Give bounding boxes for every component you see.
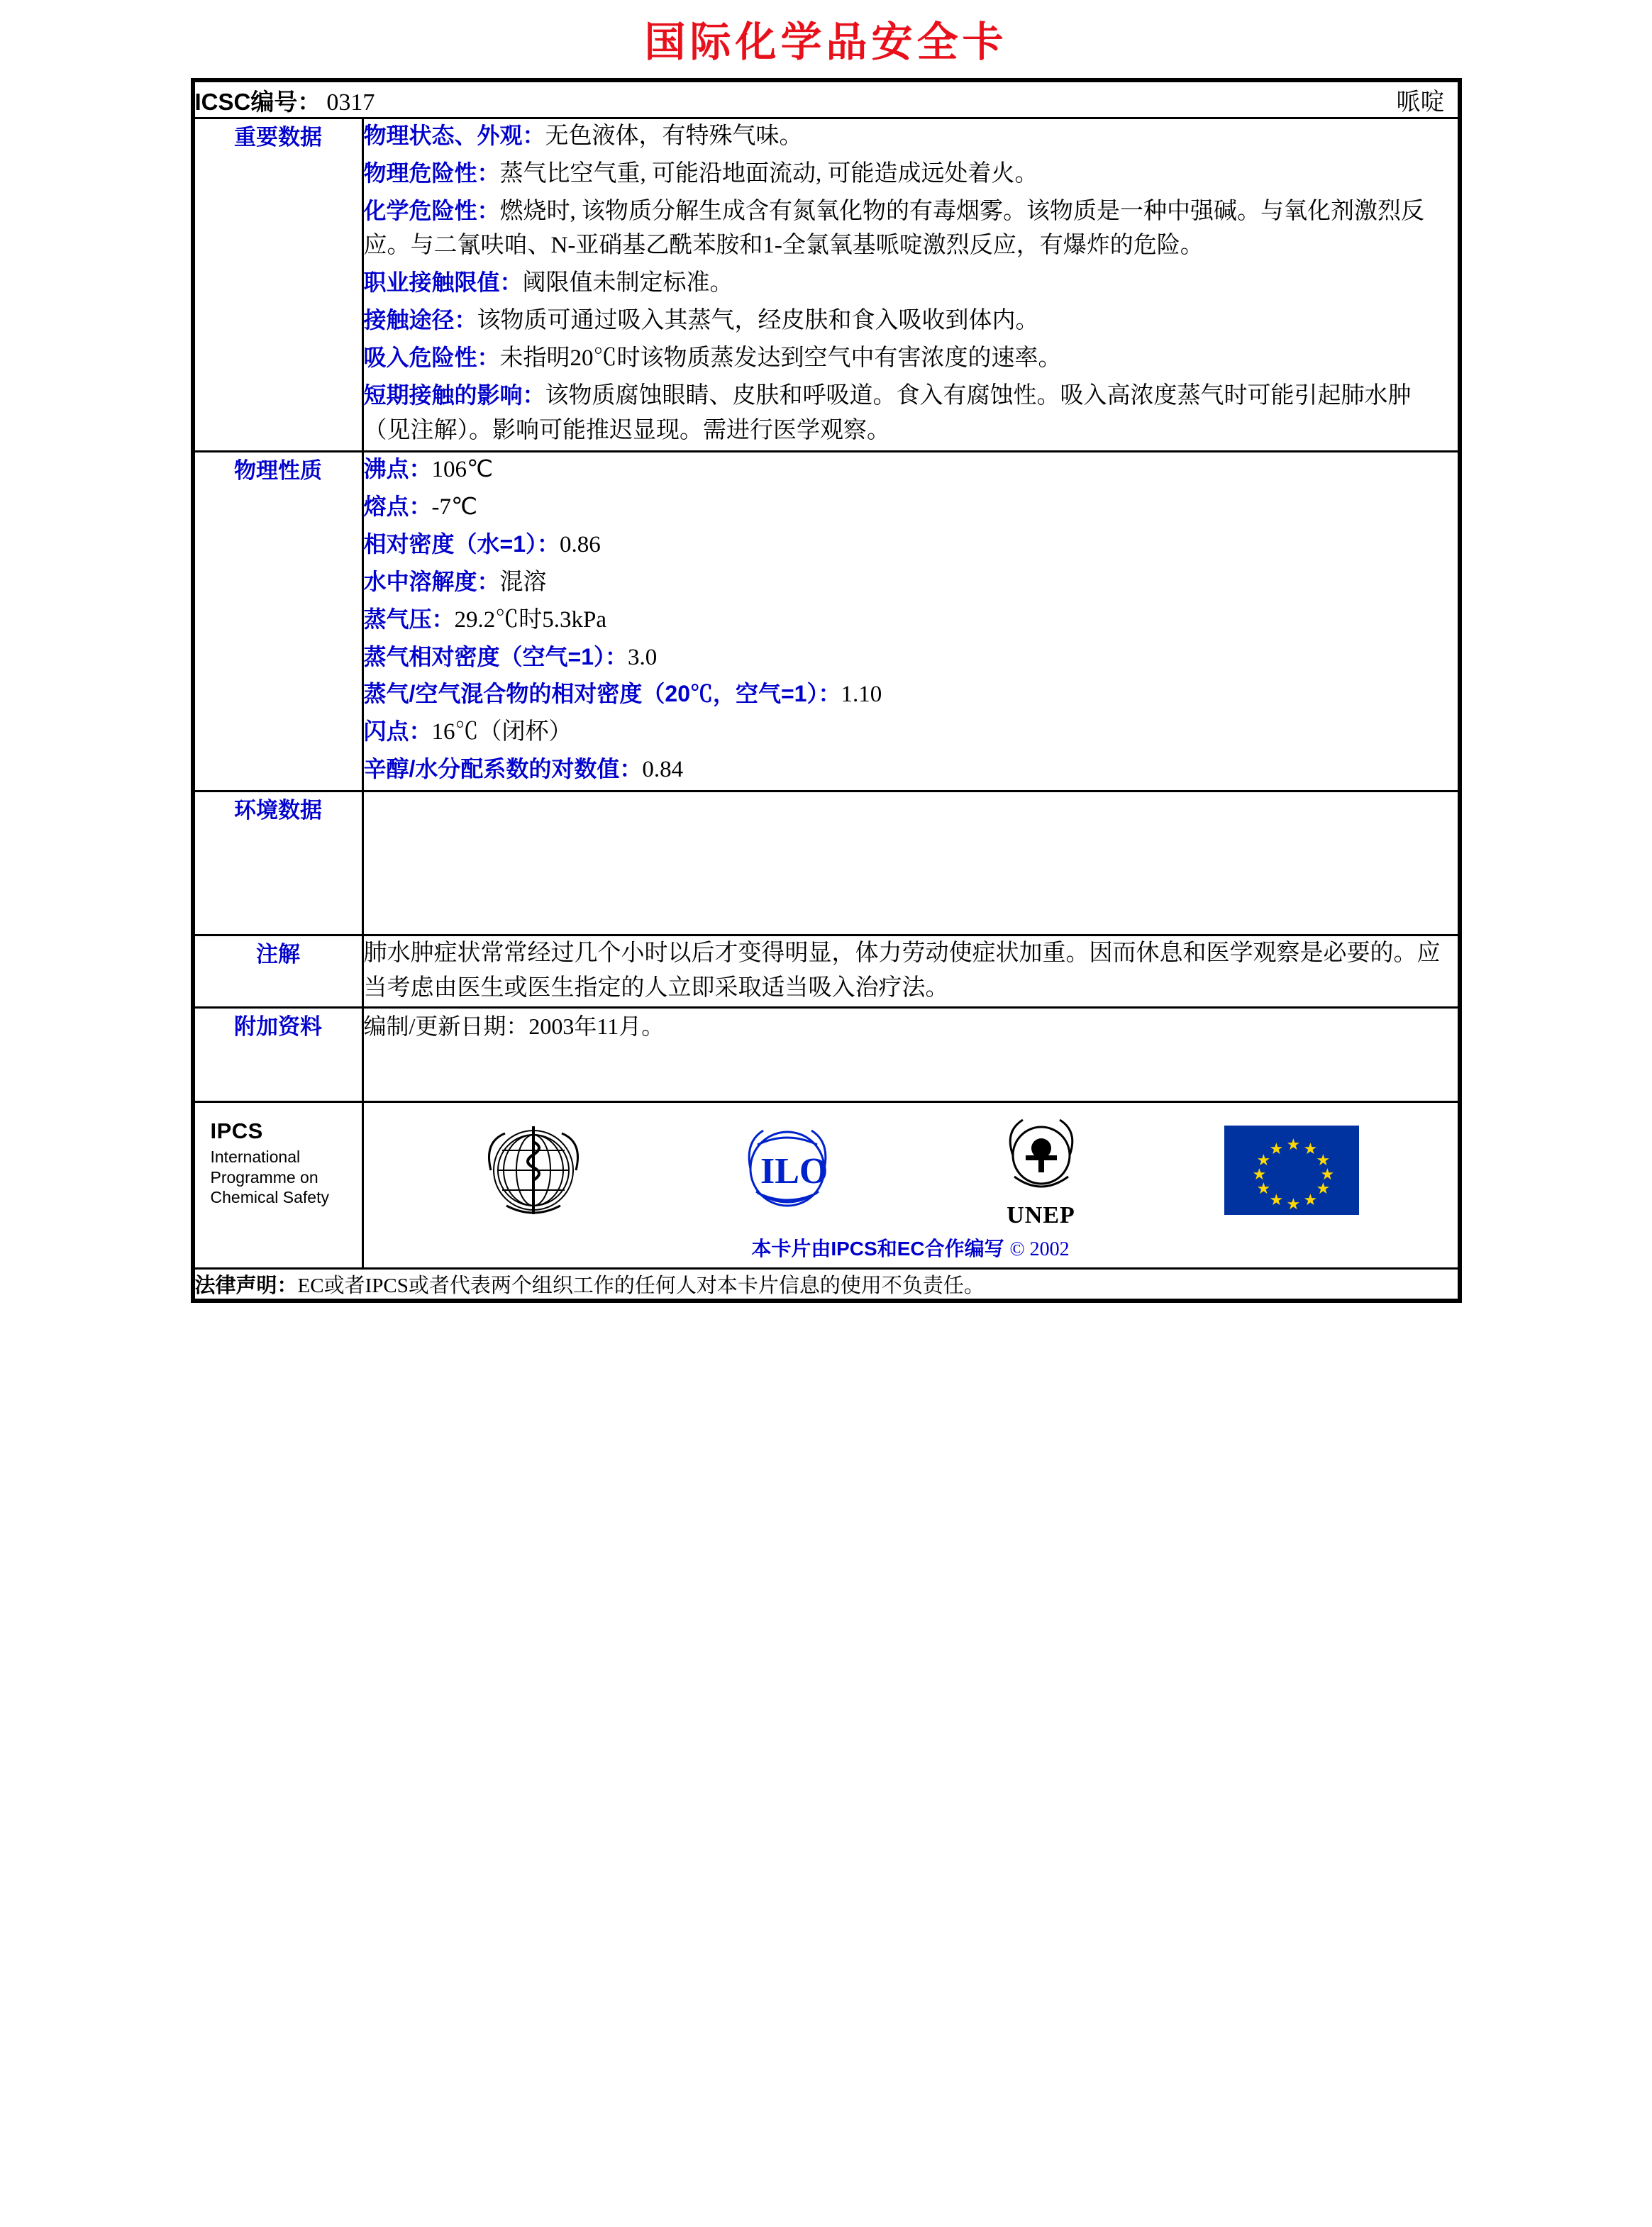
field-key: 蒸气压： — [363, 606, 455, 632]
legal-row — [194, 1268, 1458, 1299]
eu-flag-logo: ★ ★ ★ ★ ★ ★ ★ ★ ★ ★ ★ ★ — [1224, 1126, 1359, 1215]
credit-line — [364, 1229, 1458, 1262]
field-key: 闪点： — [363, 718, 432, 745]
field-key: 蒸气相对密度（空气=1）： — [363, 643, 628, 670]
section-row-environmental-data — [194, 791, 1458, 935]
ilo-logo — [716, 1114, 858, 1227]
icsc-number-value: 0317 — [326, 89, 375, 116]
section-row-additional-info — [194, 1007, 1458, 1101]
credit-text: 本卡片由IPCS和EC合作编写 — [751, 1237, 1004, 1260]
field-key: 化学危险性： — [363, 197, 500, 223]
field-value: 106℃ — [431, 457, 494, 483]
field-value: 蒸气比空气重, 可能沿地面流动, 可能造成远处着火。 — [499, 160, 1038, 187]
section-content-physical-properties — [362, 452, 1458, 791]
section-label-additional-info: 附加资料 — [194, 1007, 362, 1101]
section-content-notes: 肺水肿症状常常经过几个小时以后才变得明显，体力劳动使症状加重。因而休息和医学观察是必要的。应当考虑由医生或医生指定的人立即采取适当吸入治疗法。 — [362, 935, 1458, 1007]
field-key: 短期接触的影响： — [363, 382, 545, 408]
credit-year: © 2002 — [1009, 1238, 1070, 1260]
footer-row — [194, 1101, 1458, 1268]
who-logo — [462, 1114, 604, 1227]
field-value: 燃烧时, 该物质分解生成含有氮氧化物的有毒烟雾。该物质是一种中强碱。与氧化剂激烈反应。与二氰呋咱、N-亚硝基乙酰苯胺和1-全氯氧基哌啶激烈反应，有爆炸的危险。 — [363, 198, 1425, 259]
svg-text:ILO: ILO — [760, 1150, 828, 1192]
card-header-row — [194, 82, 1458, 118]
field-value: 该物质腐蚀眼睛、皮肤和呼吸道。食入有腐蚀性。吸入高浓度蒸气时可能引起肺水肿（见注解）。影响可能推迟显现。需进行医学观察。 — [363, 382, 1412, 443]
field-value: 0.86 — [560, 532, 601, 558]
icsc-table — [193, 80, 1460, 1301]
field-value: 0.84 — [642, 757, 684, 783]
section-row-notes — [194, 935, 1458, 1007]
field-key: 物理危险性： — [363, 160, 500, 186]
section-row-physical-properties — [194, 452, 1458, 791]
substance-name: 哌啶 — [1396, 89, 1445, 116]
field-value: 阈限值未制定标准。 — [522, 270, 733, 296]
field-key: 物理状态、外观： — [363, 123, 545, 148]
field-key: 职业接触限值： — [363, 270, 523, 296]
field-value: 该物质可通过吸入其蒸气，经皮肤和食入吸收到体内。 — [477, 308, 1039, 334]
section-content-additional-info: 编制/更新日期：2003年11月。 — [362, 1007, 1458, 1101]
field-value: 3.0 — [628, 644, 658, 670]
field-value: 29.2℃时5.3kPa — [454, 606, 607, 633]
ipcs-title: IPCS — [210, 1118, 263, 1143]
section-label-physical-properties: 物理性质 — [194, 452, 362, 791]
field-key: 蒸气/空气混合物的相对密度（20℃，空气=1）： — [363, 681, 841, 707]
legal-text: EC或者IPCS或者代表两个组织工作的任何人对本卡片信息的使用不负责任。 — [297, 1274, 985, 1297]
field-value: 1.10 — [841, 682, 882, 708]
section-label-important-data: 重要数据 — [194, 118, 362, 452]
field-key: 沸点： — [363, 456, 432, 482]
field-key: 水中溶解度： — [363, 568, 500, 594]
legal-label: 法律声明： — [194, 1274, 298, 1297]
field-value: 未指明20℃时该物质蒸发达到空气中有害浓度的速率。 — [499, 345, 1062, 371]
ipcs-block — [195, 1103, 364, 1267]
section-label-environmental-data: 环境数据 — [194, 791, 362, 935]
icsc-card — [191, 78, 1462, 1303]
field-value: 混溶 — [499, 569, 547, 595]
legal-cell — [194, 1268, 1458, 1299]
card-header-cell — [194, 82, 1458, 118]
field-value: 16℃（闭杯） — [431, 719, 572, 745]
field-value: 无色液体，有特殊气味。 — [545, 123, 803, 149]
icsc-number-label: ICSC编号： — [194, 89, 321, 115]
field-key: 吸入危险性： — [363, 344, 500, 370]
field-key: 熔点： — [363, 494, 432, 520]
section-label-notes: 注解 — [194, 935, 362, 1007]
field-key: 辛醇/水分配系数的对数值： — [363, 756, 643, 782]
field-value: -7℃ — [431, 494, 478, 521]
page-title: 国际化学品安全卡 — [644, 19, 1008, 65]
footer-cell — [194, 1101, 1458, 1268]
section-content-environmental-data — [362, 791, 1458, 935]
field-key: 接触途径： — [363, 307, 477, 333]
unep-logo — [970, 1111, 1112, 1229]
section-row-important-data — [194, 118, 1458, 452]
section-content-important-data — [362, 118, 1458, 452]
logos-block — [364, 1103, 1458, 1267]
unep-label: UNEP — [1007, 1201, 1075, 1228]
field-key: 相对密度（水=1）： — [363, 531, 560, 557]
ipcs-subtitle: International Programme on Chemical Safety — [210, 1147, 329, 1207]
